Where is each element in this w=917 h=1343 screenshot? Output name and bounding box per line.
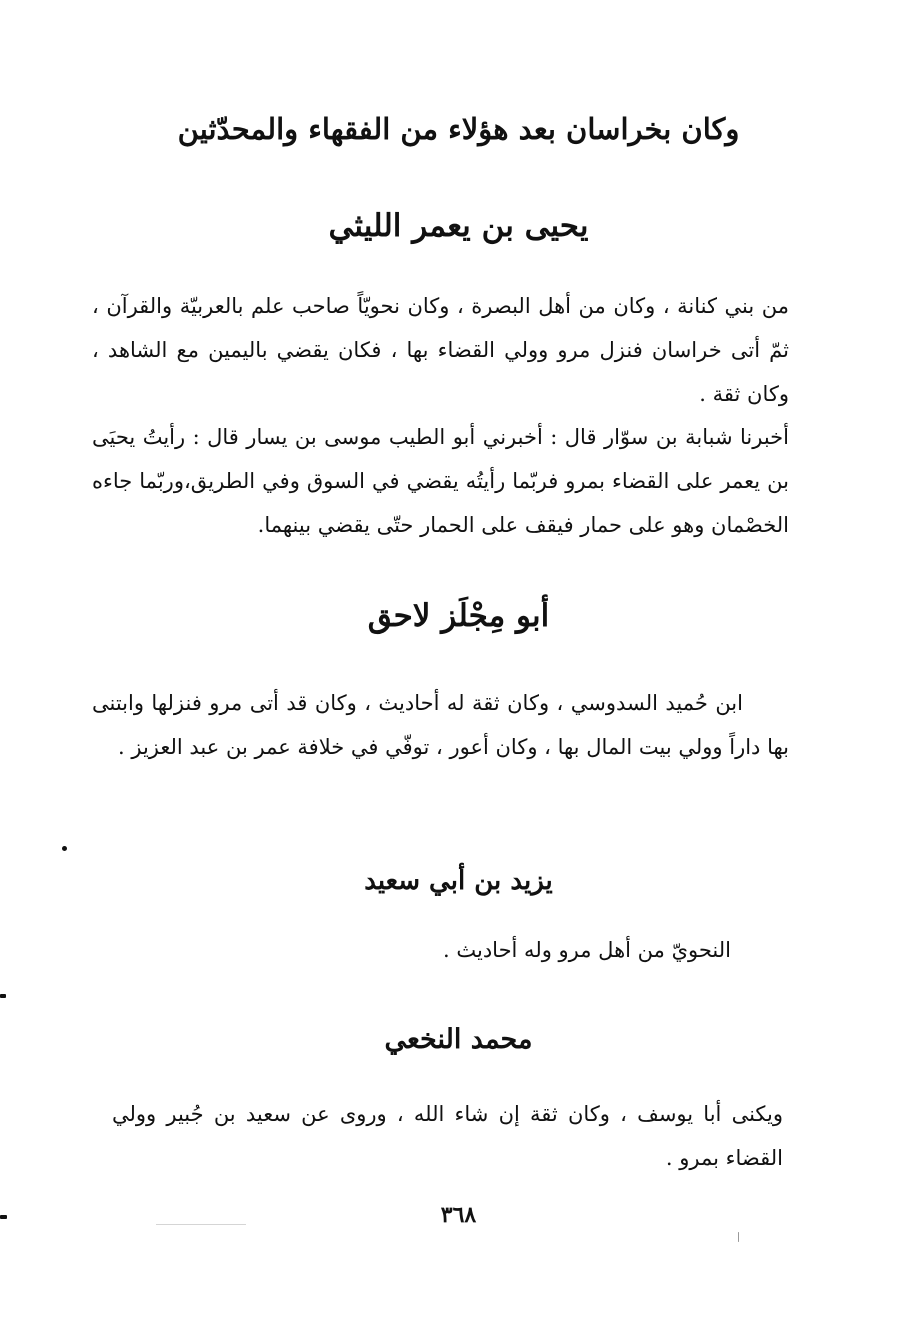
entry-paragraph-yahya-report: أخبرنا شبابة بن سوّار قال : أخبرني أبو الطيب موسى بن يسار قال : رأيتُ يحيَى بن يعمر على القضاء بمرو فربّما رأيتُه يقضي في السوق وفي الطريق،وربّما جاءه الخصْمان وهو على حمار فيقف على الحمار حتّى يقضي بينهما. [92,425,789,537]
scan-artifact-line [156,1224,246,1225]
scan-speck [0,994,6,998]
scan-speck [738,1232,739,1242]
page-number: ٣٦٨ [440,1202,477,1228]
entry-heading-muhammad: محمد النخعي [384,1024,533,1055]
entry-heading-abu-mijlaz: أبو مِجْلَز لاحق [367,598,550,634]
entry-paragraph-yahya-bio: من بني كنانة ، وكان من أهل البصرة ، وكان نحويّاً صاحب علم بالعربيّة والقرآن ، ثمّ أتى خراسان فنزل مرو وولي القضاء بها ، فكان يقضي باليمين مع الشاهد ، وكان ثقة . [92,294,789,406]
scan-speck [0,1215,7,1219]
entry-paragraph-abu-mijlaz: ابن حُميد السدوسي ، وكان ثقة له أحاديث ، وكان قد أتى مرو فنزلها وابتنى بها داراً وولي بيت المال بها ، وكان أعور ، توفّي في خلافة عمر بن عبد العزيز . [92,691,789,759]
entry-heading-yazid: يزيد بن أبي سعيد [364,866,553,896]
entry-paragraph-muhammad: ويكنى أبا يوسف ، وكان ثقة إن شاء الله ، وروى عن سعيد بن جُبير وولي القضاء بمرو . [112,1102,783,1170]
entry-heading-yahya: يحيى بن يعمر الليثي [328,208,589,244]
section-title: وكان بخراسان بعد هؤلاء من الفقهاء والمحدّثين [177,112,740,146]
scan-speck [62,846,67,851]
entry-paragraph-yazid: النحويّ من أهل مرو وله أحاديث . [443,938,731,962]
